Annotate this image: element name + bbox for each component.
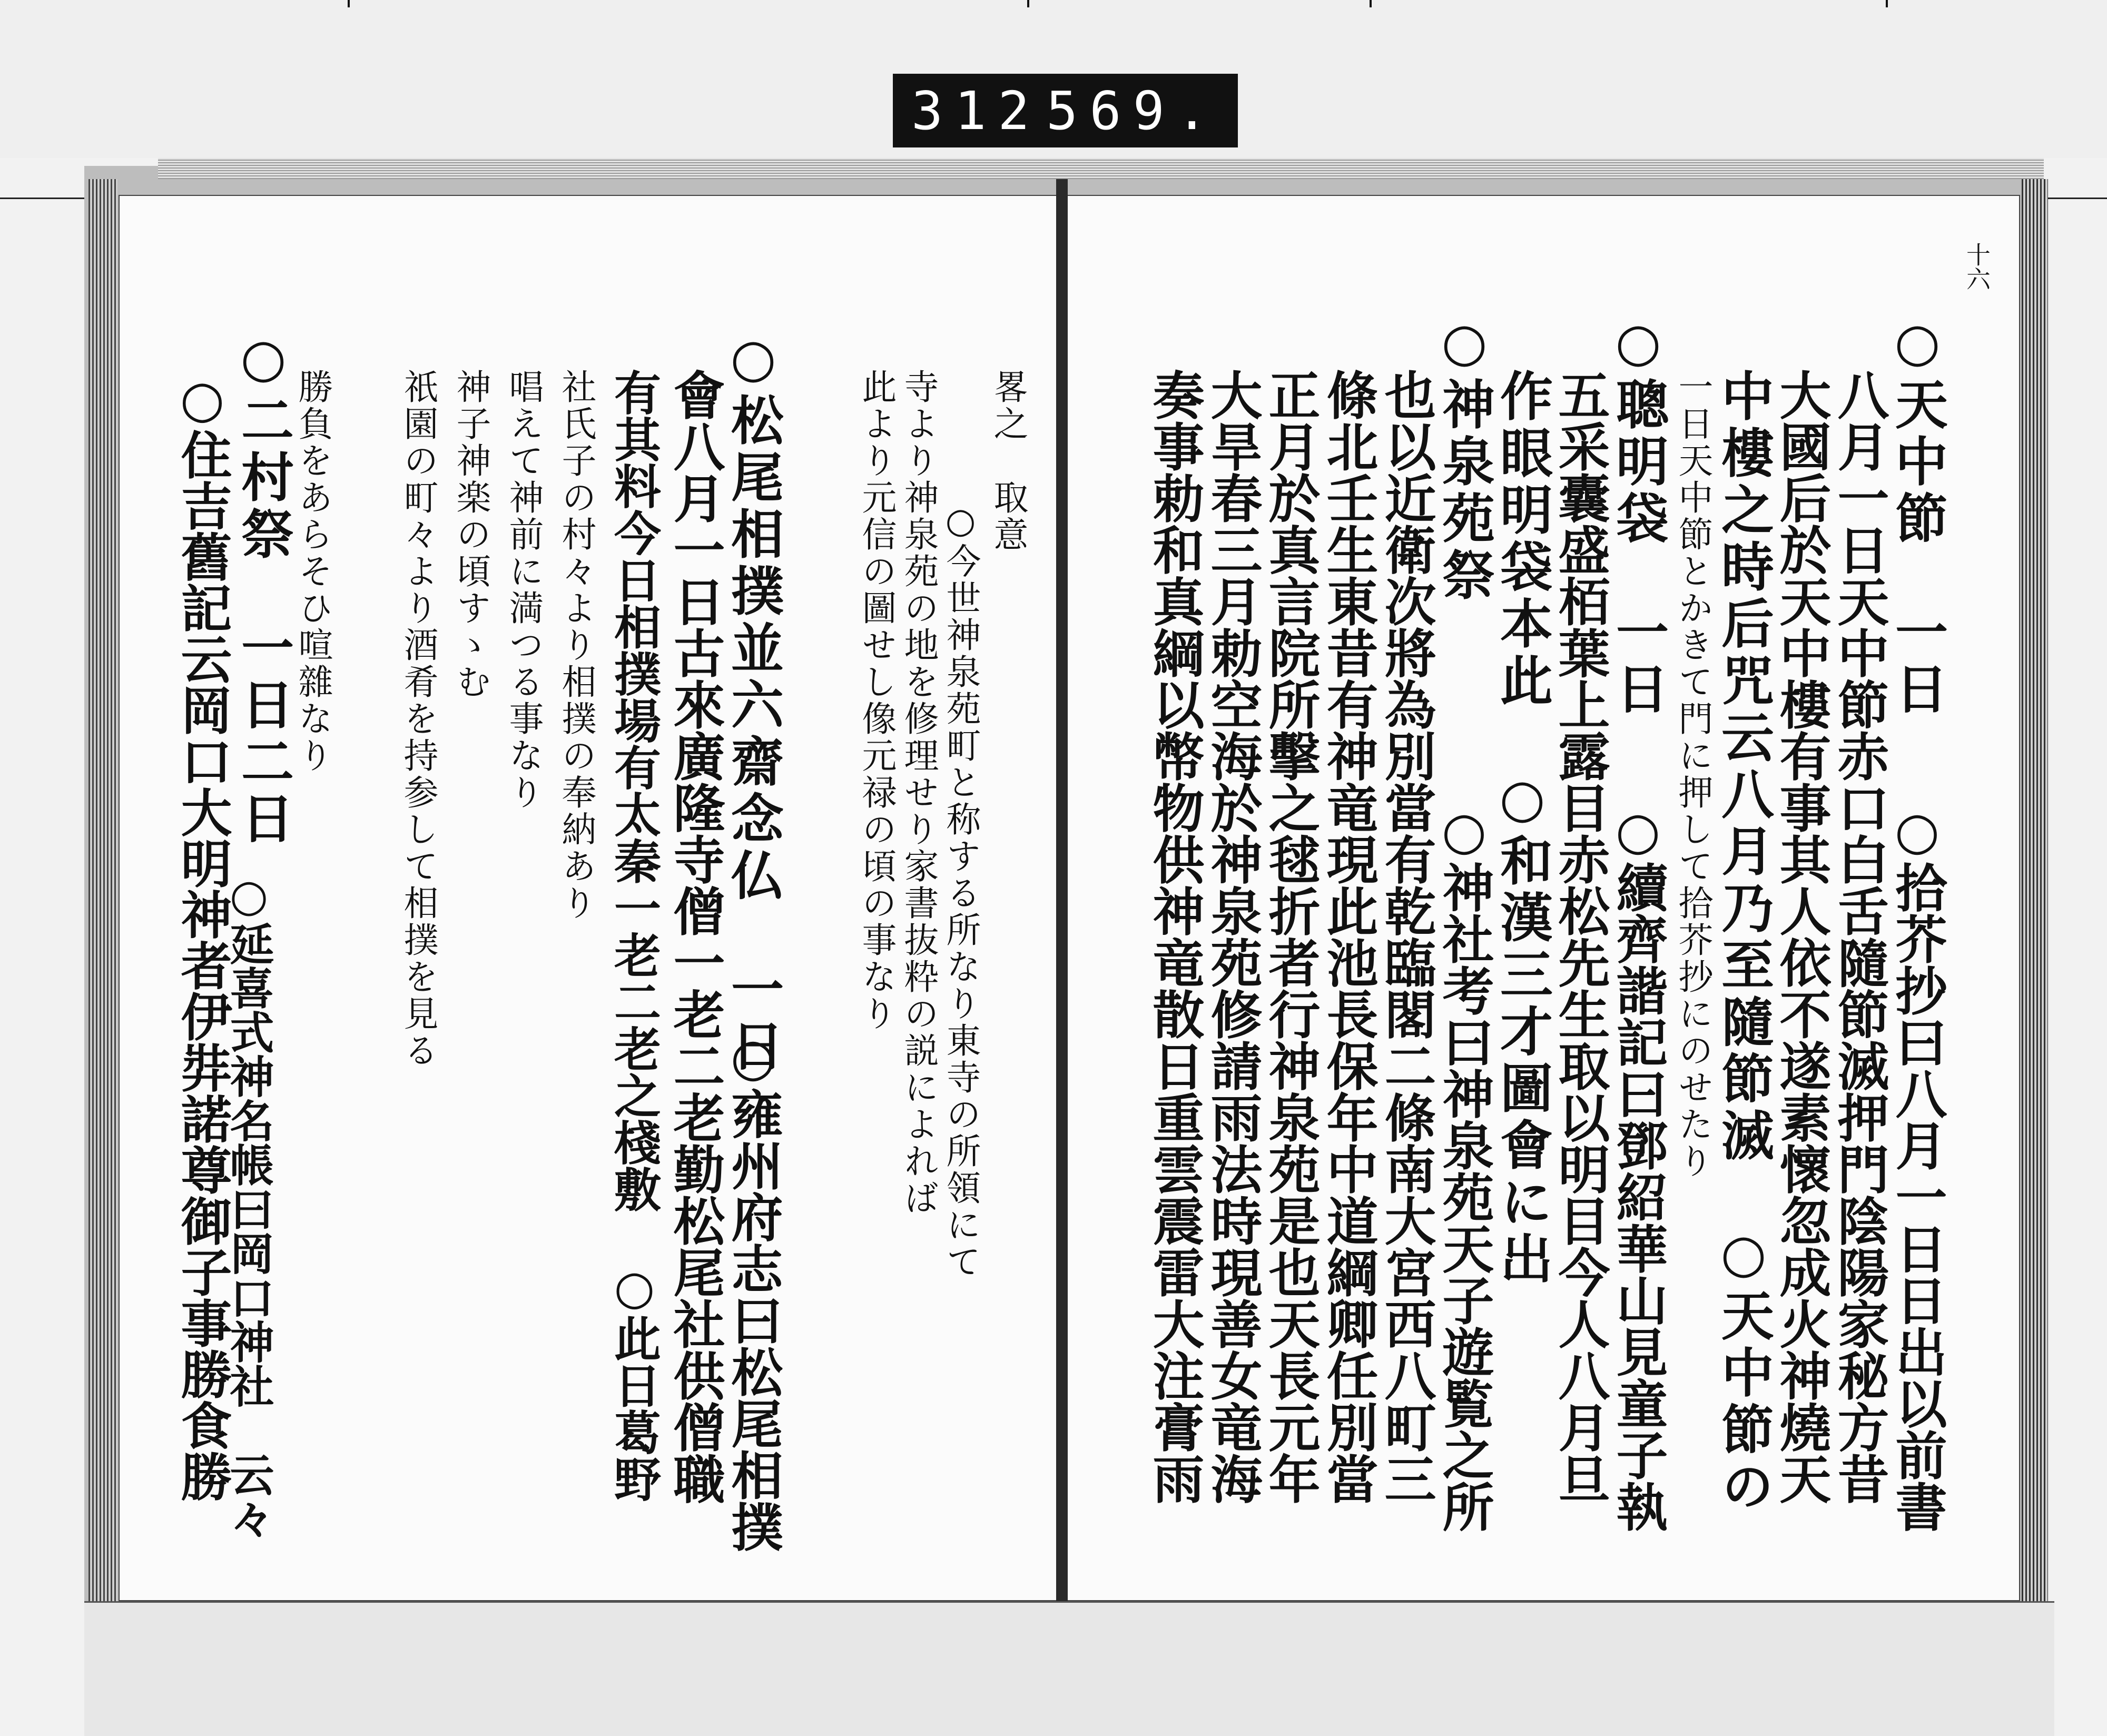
text-column: 會八月一日古來廣隆寺僧一老二老勤松尾社供僧職 xyxy=(665,369,725,1504)
text-column: ○神社考曰神泉苑天子遊覧之所 xyxy=(1434,801,1494,1532)
book-left-edge xyxy=(88,179,117,1734)
text-column: 大旱春三月勅空海於神泉苑修請雨法時現善女竜海 xyxy=(1202,369,1263,1504)
text-column: ○拾芥抄曰八月一日日出以前書 xyxy=(1887,801,1947,1532)
text-column: ○神泉苑祭 xyxy=(1433,311,1495,605)
book-right-edge xyxy=(2022,179,2048,1734)
book-top-edge xyxy=(158,158,2044,179)
text-column: ○今世神泉苑町と称する所なり東寺の所領にて xyxy=(940,500,981,1280)
text-column: ○松尾相撲並六齋念仏 一日 xyxy=(722,327,784,1076)
text-column: 作眼明袋本此 ○和漢三才圖會に出 xyxy=(1491,369,1553,1288)
text-column: 社氏子の村々より相撲の奉納あり xyxy=(556,369,596,922)
tick-mark xyxy=(1886,0,1888,7)
text-column: 奏事勅和真綱以幣物供神竜散日重雲震雷大注膏雨 xyxy=(1144,369,1205,1504)
film-label xyxy=(893,74,1238,147)
text-column: 畧之 取意 xyxy=(988,369,1028,553)
text-column: 唱えて神前に満つる事なり xyxy=(503,369,544,811)
text-column: ○天中節 一日 xyxy=(1886,311,1948,718)
text-column: 神子神楽の頃すゝむ xyxy=(450,369,491,701)
text-column: 一日天中節とかきて門に押して拾芥抄にのせたり xyxy=(1672,369,1713,1180)
text-column: ○聰明袋 一日 xyxy=(1607,311,1669,718)
text-column: 八月一日天中節赤口白舌隨節滅押門陰陽家秘方昔 xyxy=(1829,369,1889,1504)
film-label-right: 569. xyxy=(1046,80,1219,142)
tick-mark xyxy=(1370,0,1372,7)
text-column: 有其料今日相撲場有太秦一老二老之棧敷 ○此日葛野 xyxy=(607,369,662,1502)
text-column: 勝負をあらそひ喧雜なり xyxy=(292,369,333,774)
tick-mark xyxy=(348,0,350,7)
tick-mark xyxy=(1027,0,1029,7)
text-column: ○續齊諧記曰鄧紹華山見童子執 xyxy=(1608,801,1668,1532)
text-column: ○住吉舊記云岡口大明神者伊弉諾尊御子事勝食勝 xyxy=(172,369,232,1502)
text-column: 也以近衛次將為別當有乾臨閣二條南大宮西八町三 xyxy=(1376,369,1436,1504)
text-column: 中樓之時后咒云八月乃至隨節滅 ○天中節の xyxy=(1712,369,1775,1516)
film-label-left: 312 xyxy=(911,80,1041,142)
text-column: 五采囊盛栢葉上露目赤松先生取以明目今人八月旦 xyxy=(1550,369,1610,1504)
text-column: 此より元信の圖せし像元禄の頃の事なり xyxy=(856,369,897,1032)
text-column: 大國后於天中樓有事其人依不遂素懷忽成火神燒天 xyxy=(1771,369,1832,1504)
text-column: 條北壬生東昔有神竜現此池長保年中道綱卿任別當 xyxy=(1318,369,1379,1504)
text-column: ○延喜式神名帳曰岡口神社 云々 xyxy=(223,869,275,1541)
text-column: ○雍州府志曰松尾相撲 xyxy=(723,1027,783,1552)
text-column: 正月於真言院所擊之毬折者行神泉苑是也天長元年 xyxy=(1260,369,1321,1504)
text-column: ○二村祭 一日二日 xyxy=(232,327,294,848)
text-column: 祇園の町々より酒肴を持参して相撲を見る xyxy=(398,369,438,1069)
page-number: 十六 xyxy=(1963,242,1991,291)
bottom-band xyxy=(84,1601,2054,1736)
text-column: 寺より神泉苑の地を修理せり家書抜粋の説によれば xyxy=(898,369,939,1217)
book-gutter xyxy=(1056,179,1068,1734)
